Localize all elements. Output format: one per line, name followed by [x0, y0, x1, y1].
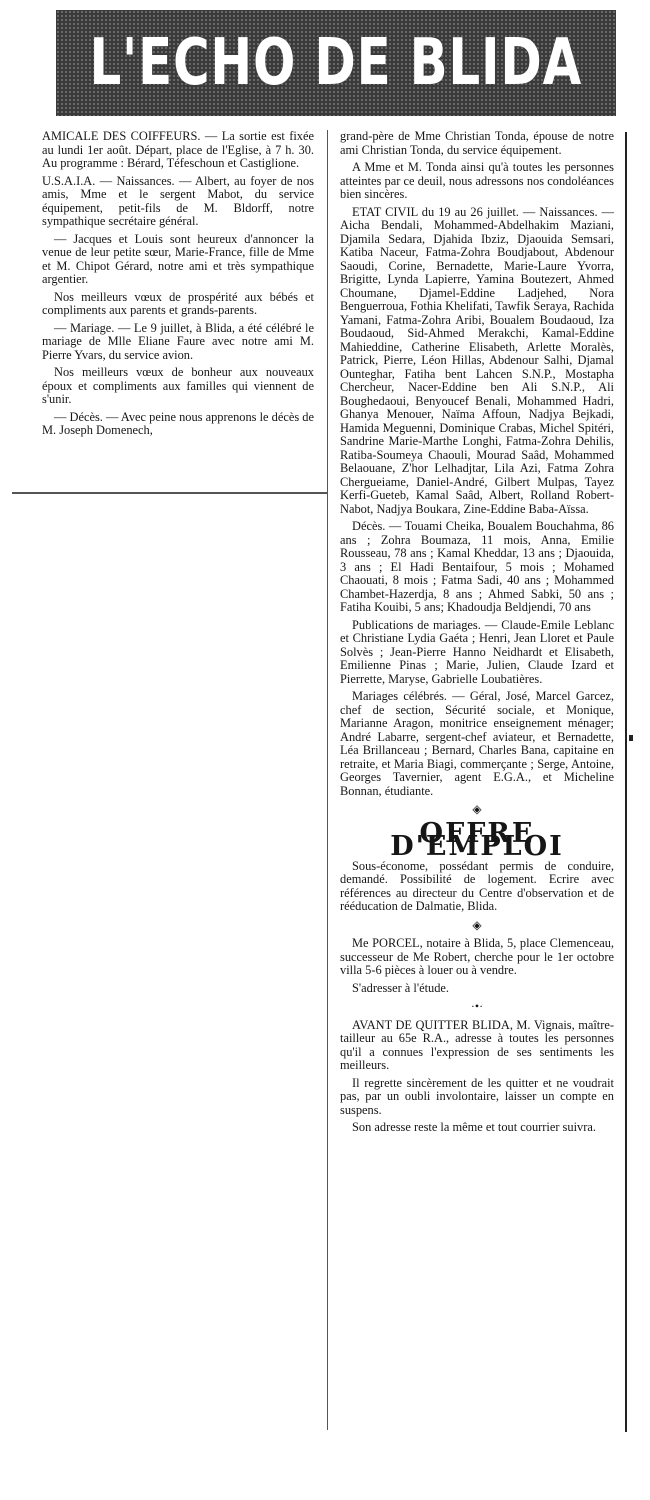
- diamond-ornament-1: ◈: [472, 802, 482, 816]
- right-column: [340, 130, 614, 1139]
- paragraph-quitter-blida: AVANT DE QUITTER BLIDA, M. Vignais, maître-tailleur au 65e R.A., adresse à toutes les personnes qu'il a connues l'expression de ses sentiments les meilleurs.: [340, 1017, 614, 1072]
- margin-mark: [629, 735, 633, 741]
- paragraph-porcel-etude: S'adresser à l'étude.: [352, 980, 450, 995]
- paragraph-voeux-epoux: Nos meilleurs vœux de bonheur aux nouveaux époux et compliments aux familles qui viennent de s'unir.: [42, 365, 314, 406]
- paragraph-mariage: — Mariage. — Le 9 juillet, à Blida, a été célébré le mariage de Mlle Eliane Faure avec notre ami M. Pierre Yvars, du service avion.: [42, 320, 314, 362]
- dot-ornament: ·•·: [470, 999, 484, 1013]
- paragraph-offre: Sous-économe, possédant permis de conduire, demandé. Possibilité de logement. Ecrire avec références au directeur du Centre d'observation et de rééducation de Dalmatie, Blida.: [340, 858, 614, 913]
- paragraph-jacques-louis: — Jacques et Louis sont heureux d'annoncer la venue de leur petite sœur, Marie-France, fille de Mme et M. Chipot Gérard, notre ami et très sympathique argentier.: [42, 231, 314, 286]
- right-border: [625, 132, 627, 1432]
- paragraph-amicale: AMICALE DES COIFFEURS. — La sortie est fixée au lundi 1er août. Départ, place de l'Eglise, à 7 h. 30. Au programme : Bérard, Téfeschoun et Castiglione.: [42, 129, 314, 170]
- paragraph-continuation: grand-père de Mme Christian Tonda, épouse de notre ami Christian Tonda, du service équipement.: [340, 129, 614, 157]
- masthead-title: L'ECHO DE BLIDA: [89, 26, 583, 100]
- offre-emploi-heading: OFFRE D'EMPLOI: [390, 817, 564, 862]
- paragraph-voeux-bebes: Nos meilleurs vœux de prospérité aux bébés et compliments aux parents et grands-parents.: [42, 289, 314, 317]
- paragraph-etat-civil: ETAT CIVIL du 19 au 26 juillet. — Naissances. — Aicha Bendali, Mohammed-Abdelhakim Maziani, Djamila Sedara, Djahida Ibziz, Djaouida Semsari, Katiba Naceur, Fatma-Zohra Boudjabout, Abdenour Saoudi, Corine, Bernadette, Marie-Laure Yvorra, Brigitte, Lynda Lapierre, Yamina Boutezert, Ahmed Choumane, Djamel-Eddine Ladjehed, Nora Benguerroua, Fothia Khelifati, Tawfik Seraya, Rachida Yamani, Fatma-Zohra Aribi, Boualem Boudaoud, Iza Boudaoud, Sid-Ahmed Merakchi, Kamal-Eddine Mahieddine, Catherine Elisabeth, Arlette Moralès, Patrick, Pierre, Léon Hillas, Abdenour Salhi, Djamal Ounteghar, Fatiha bent Lahcen S.N.P., Mostapha Chercheur, Nacer-Eddine ben Ali S.N.P., Ali Boughedaoui, Benyoucef Benali, Mohammed Hadri, Ghanya Menouer, Naïma Affoun, Nadjya Bejkadi, Hamida Meguenni, Dominique Crabas, Michel Spitéri, Sandrine Marie-Marthe Longhi, Fatma-Zohra Dehilis, Ratiba-Soumeya Chaouli, Mourad Saâd, Mohammed Belaouane, Z'hor Lelhadjtar, Lila Azi, Fatma Zohra Chergueiame, Daniel-André, Gilbert Mulpas, Tayez Kerfi-Gueteb, Kamal Saâd, Albert, Rolland Robert-Nabot, Nadjya Boukara, Zine-Eddine Baba-Aïssa.: [340, 204, 614, 516]
- paragraph-porcel: Me PORCEL, notaire à Blida, 5, place Clemenceau, successeur de Me Robert, cherche pour le 1er octobre villa 5-6 pièces à louer ou à vendre.: [340, 936, 614, 977]
- paragraph-usaia: U.S.A.I.A. — Naissances. — Albert, au foyer de nos amis, Mme et le sergent Mabot, du service équipement, petit-fils de M. Bldorff, notre sympathique secrétaire général.: [42, 173, 314, 228]
- paragraph-publications: Publications de mariages. — Claude-Emile Leblanc et Christiane Lydia Gaéta ; Henri, Jean Lloret et Paule Solvès ; Jean-Pierre Hanno Neidhardt et Elisabeth, Emilienne Pinas ; Marie, Julien, Claude Izard et Pierrette, Maryse, Gabrielle Loubatières.: [340, 617, 614, 686]
- paragraph-adresse: Son adresse reste la même et tout courrier suivra.: [352, 1120, 596, 1134]
- paragraph-regrette: Il regrette sincèrement de les quitter et ne voudrait pas, par un oubli involontaire, laisser un compte en suspens.: [340, 1075, 614, 1117]
- paragraph-mariages-celebres: Mariages célébrés. — Géral, José, Marcel Garcez, chef de section, Sécurité sociale, et Monique, Marianne Aragon, monitrice enseignement ménager; André Labarre, sergent-chef aviateur, et Bernadette, Léa Brillanceau ; Bernard, Charles Bana, capitaine en retraite, et Maria Biagi, commerçante ; Serge, Antoine, Georges Tavernier, agent E.G.A., et Micheline Bonnan, étudiante.: [340, 689, 614, 798]
- paragraph-deces: — Décès. — Avec peine nous apprenons le décès de M. Joseph Domenech,: [42, 409, 314, 437]
- column-divider: [327, 130, 328, 1430]
- paragraph-condoleances: A Mme et M. Tonda ainsi qu'à toutes les personnes atteintes par ce deuil, nous adressons nos condoléances bien sincères.: [340, 160, 614, 201]
- diamond-ornament-2: ◈: [472, 917, 482, 932]
- left-column-end-rule: [12, 492, 328, 494]
- left-column: [42, 130, 314, 442]
- masthead: [56, 10, 616, 116]
- paragraph-deces-list: Décès. — Touami Cheika, Boualem Bouchahma, 86 ans ; Zohra Boumaza, 11 mois, Anna, Emilie Rousseau, 78 ans ; Kamal Kheddar, 13 ans ; Djaouida, 3 ans ; El Hadi Bentaifour, 5 mois ; Mohamed Chaouati, 8 mois ; Fatma Sadi, 40 ans ; Mohammed Chambet-Hazerdja, 8 ans ; Ahmed Sabki, 50 ans ; Fatiha Kouibi, 5 ans; Khadoudja Beldjendi, 70 ans: [340, 519, 614, 614]
